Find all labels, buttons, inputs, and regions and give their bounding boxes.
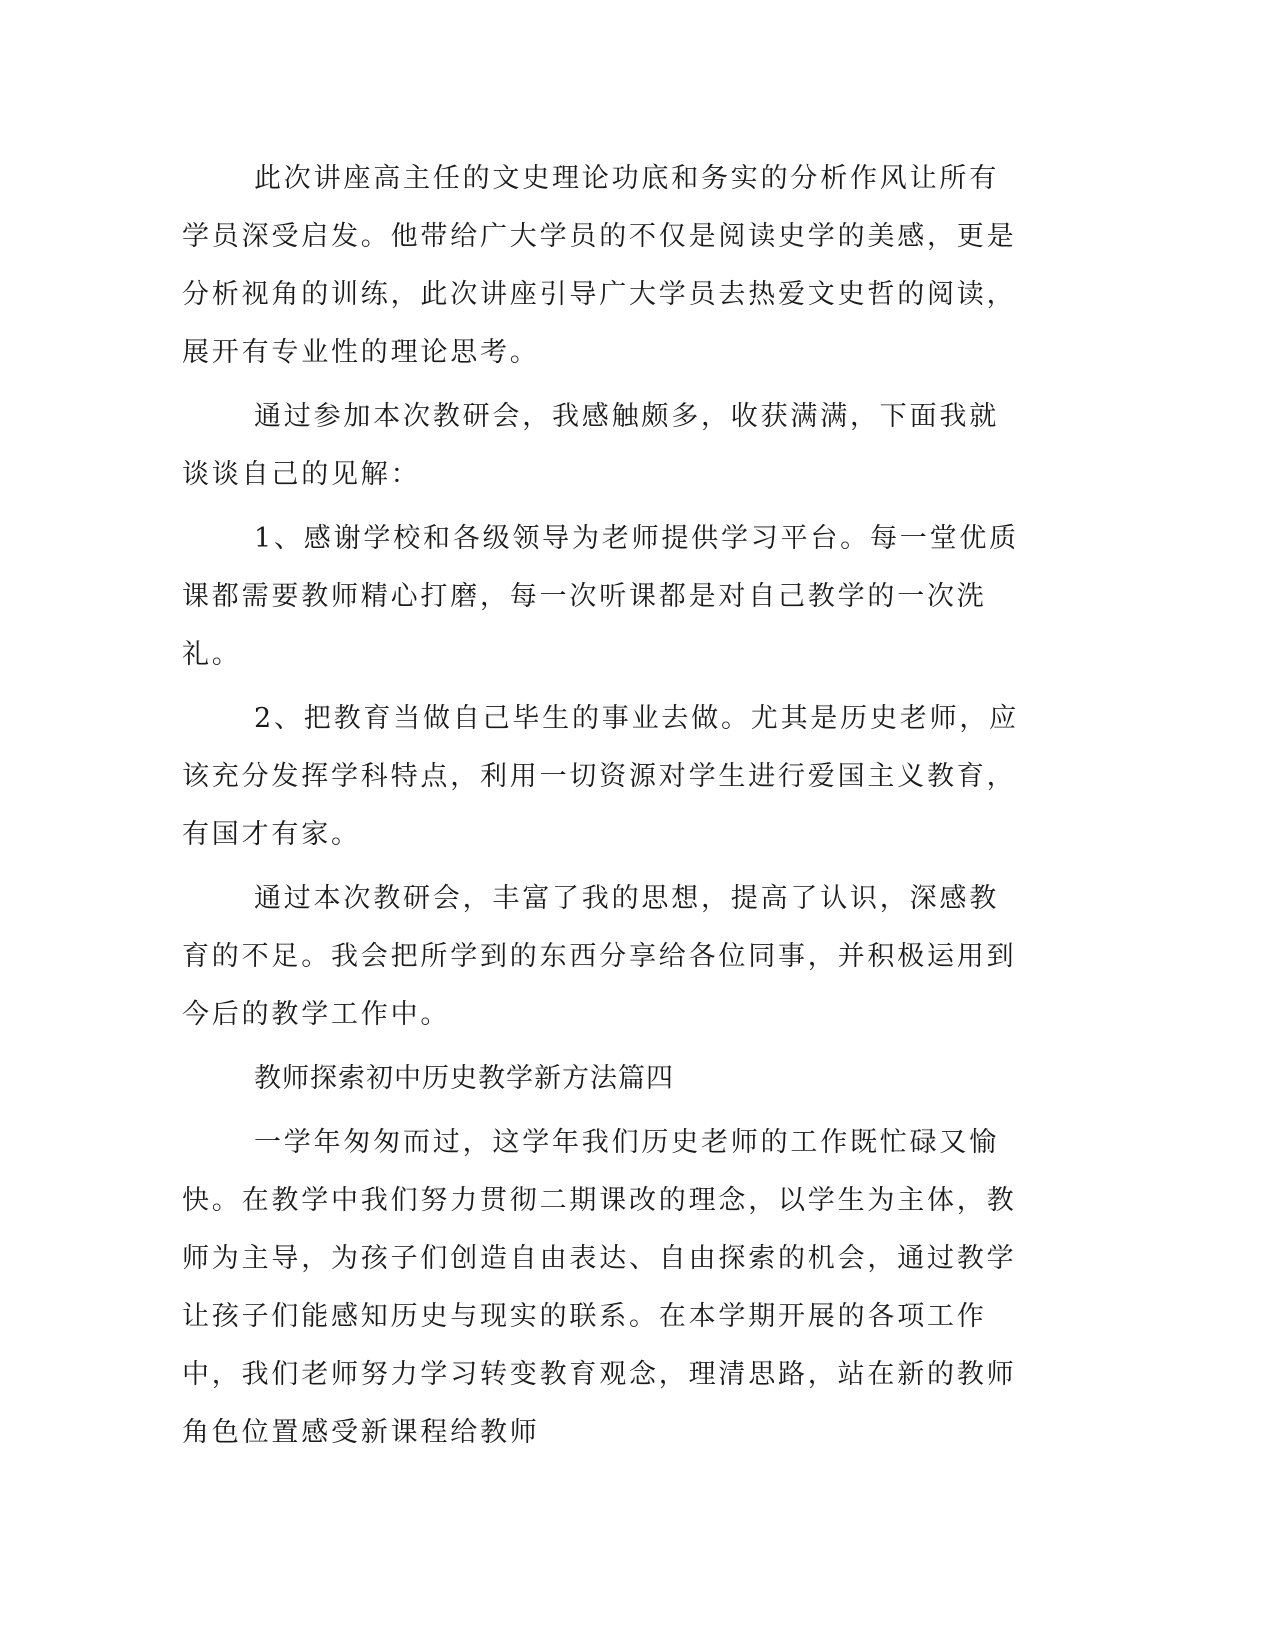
paragraph-point-1: 1、感谢学校和各级领导为老师提供学习平台。每一堂优质课都需要教师精心打磨，每一次听课都是对自己教学的一次洗礼。	[182, 523, 1019, 670]
section-heading: 教师探索初中历史教学新方法篇四	[254, 1063, 674, 1094]
paragraph-lecture-reflection: 此次讲座高主任的文史理论功底和务实的分析作风让所有学员深受启发。他带给广大学员的不仅是阅读史学的美感，更是分析视角的训练，此次讲座引导广大学员去热爱文史哲的阅读，展开有专业性的理论思考。	[182, 163, 1017, 368]
document-body	[182, 150, 1028, 1468]
paragraph-school-year: 一学年匆匆而过，这学年我们历史老师的工作既忙碌又愉快。在教学中我们努力贯彻二期课改的理念，以学生为主体，教师为主导，为孩子们创造自由表达、自由探索的机会，通过教学让孩子们能感知历史与现实的联系。在本学期开展的各项工作中，我们老师努力学习转变教育观念，理清思路，站在新的教师角色位置感受新课程给教师	[182, 1127, 1017, 1448]
paragraph-seminar-intro: 通过参加本次教研会，我感触颇多，收获满满，下面我就谈谈自己的见解：	[182, 401, 999, 490]
paragraph-seminar-summary: 通过本次教研会，丰富了我的思想，提高了认识，深感教育的不足。我会把所学到的东西分享给各位同事，并积极运用到今后的教学工作中。	[182, 883, 1017, 1030]
paragraph-point-2: 2、把教育当做自己毕生的事业去做。尤其是历史老师，应该充分发挥学科特点，利用一切资源对学生进行爱国主义教育，有国才有家。	[182, 703, 1019, 850]
